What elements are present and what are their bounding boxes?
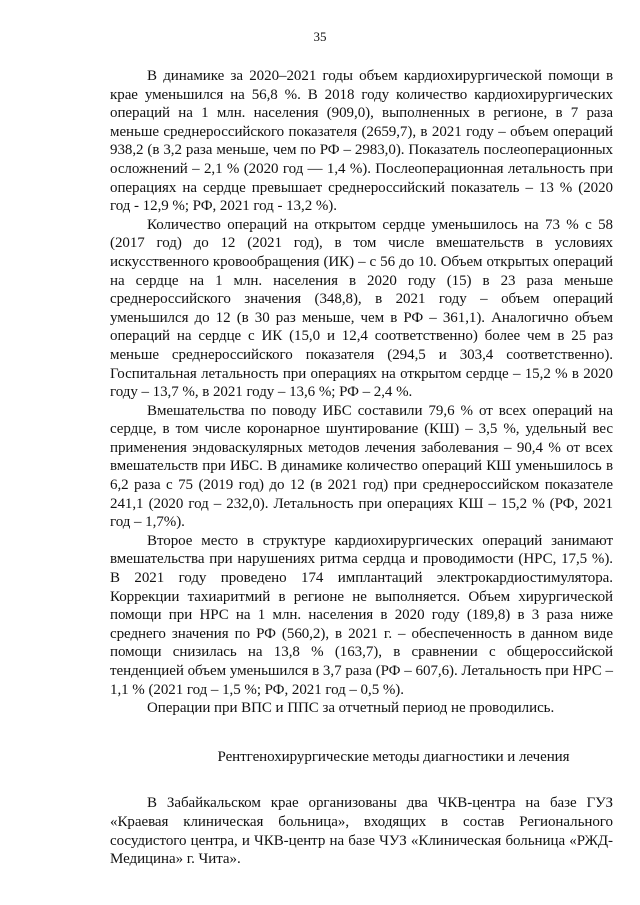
- section-heading: Рентгенохирургические методы диагностики и лечения: [217, 748, 570, 765]
- paragraph-cardiac-surgery-dynamics: В динамике за 2020–2021 годы объем кардиохирургической помощи в крае уменьшился на 56,8 %. В 2018 году количество кардиохирургических операций на 1 млн. населения (909,0), выполненных в регионе, в 7 раза меньше среднероссийского показателя (2659,7), в 2021 году – объем операций 938,2 (в 3,2 раза меньше, чем по РФ – 2983,0). Показатель послеоперационных осложнений – 2,1 % (2020 год — 1,4 %). Послеоперационная летальность при операциях на сердце превышает среднероссийский показатель – 13 % (2020 год - 12,9 %; РФ, 2021 год - 13,2 %).: [110, 68, 613, 215]
- paragraph-open-heart-operations: Количество операций на открытом сердце уменьшилось на 73 % с 58 (2017 год) до 12 (2021 год), в том числе вмешательств в условиях искусственного кровообращения (ИК) – с 56 до 10. Объем открытых операций на сердце на 1 млн. населения в 2020 году (15) в 23 раза меньше среднероссийского значения (348,8), в 2021 году – объем операций уменьшился до 12 (в 30 раз меньше, чем в РФ – 361,1). Аналогично объем операций на сердце с ИК (15,0 и 12,4 соответственно) более чем в 25 раз меньше среднероссийского показателя (294,5 и 303,4 соответственно). Госпитальная летальность при операциях на открытом сердце – 15,2 % в 2020 году – 13,7 %, в 2021 году – 13,6 %; РФ – 2,4 %.: [110, 216, 613, 401]
- document-body: [110, 67, 613, 869]
- paragraph-rhythm-disorders: Второе место в структуре кардиохирургических операций занимают вмешательства при нарушениях ритма сердца и проводимости (НРС, 17,5 %). В 2021 году проведено 174 имплантаций электрокардиостимулятора. Коррекции тахиаритмий в регионе не выполняется. Объем хирургической помощи при НРС на 1 млн. населения в 2020 году (189,8) в 3 раза ниже среднего значения по РФ (560,2), в 2021 г. – обеспеченность в данном виде помощи снизилась на 13,8 % (163,7), в сравнении с общероссийской тенденцией объем уменьшился в 3,7 раза (РФ – 607,6). Летальность при НРС – 1,1 % (2021 год – 1,5 %; РФ, 2021 год – 0,5 %).: [110, 532, 613, 698]
- page-number: 35: [313, 29, 327, 44]
- paragraph-pci-centers: В Забайкальском крае организованы два ЧКВ-центра на базе ГУЗ «Краевая клиническая больница», входящих в состав Регионального сосудистого центра, и ЧКВ-центр на базе ЧУЗ «Клиническая больница «РЖД-Медицина» г. Чита».: [110, 795, 613, 868]
- paragraph-ischemic-heart-disease: Вмешательства по поводу ИБС составили 79,6 % от всех операций на сердце, в том числе коронарное шунтирование (КШ) – 3,5 %, удельный вес применения эндоваскулярных методов лечения заболевания – 90,4 % от всех вмешательств при ИБС. В динамике количество операций КШ уменьшилось в 6,2 раза с 75 (2019 год) до 12 (в 2021 год) при среднероссийском показателе 241,1 (2020 год – 232,0). Летальность при операциях КШ – 15,2 % (РФ, 2021 год – 1,7%).: [110, 402, 613, 531]
- paragraph-congenital-defects: Операции при ВПС и ППС за отчетный период не проводились.: [147, 700, 555, 717]
